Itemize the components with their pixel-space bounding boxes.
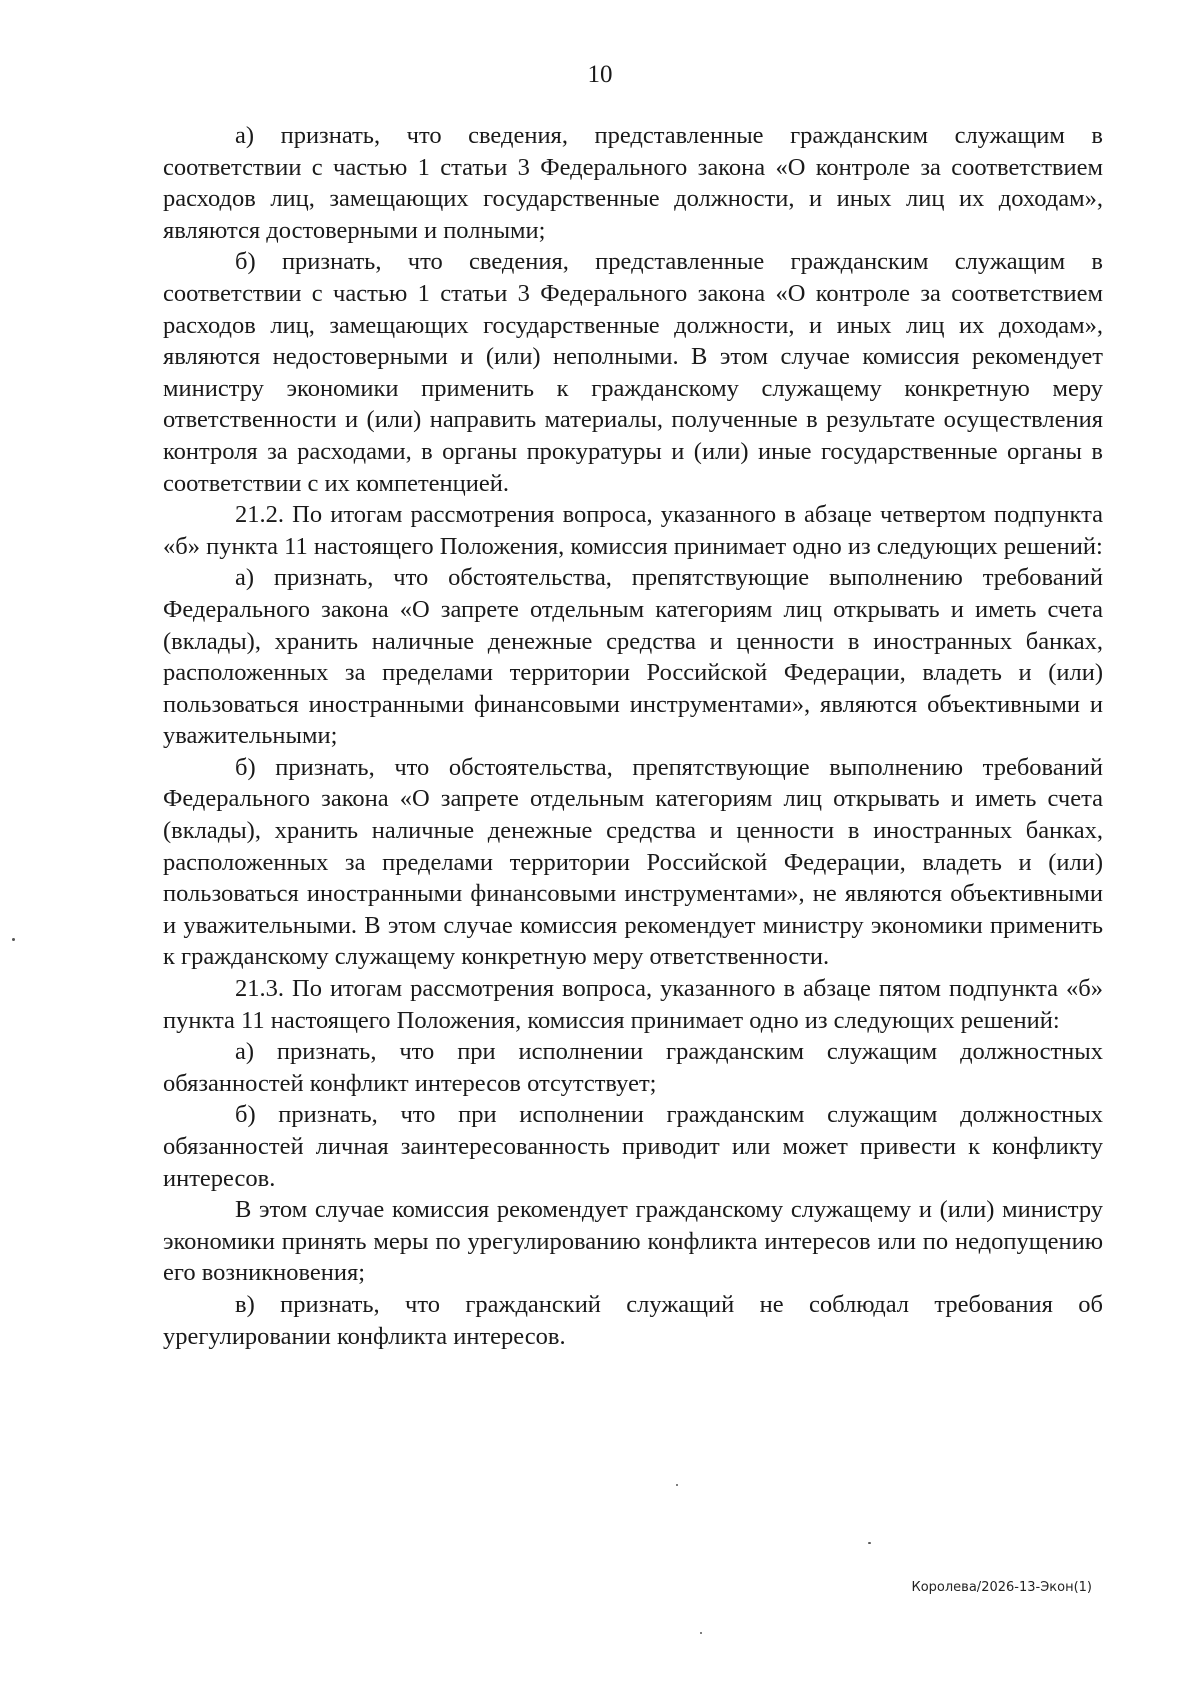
paragraph-21-2-a: а) признать, что обстоятельства, препятствующие выполнению требований Федерального закона «О запрете отдельным категориям лиц открывать и иметь счета (вклады), хранить наличные денежные средства и ценности в иностранных банках, расположенных за пределами территории Российской Федерации, владеть и (или) пользоваться иностранными финансовыми инструментами», являются объективными и уважительными; xyxy=(163,564,1103,750)
paragraph-21-3-b: б) признать, что при исполнении гражданским служащим должностных обязанностей личная заинтересованность приводит или может привести к конфликту интересов. xyxy=(163,1101,1103,1192)
paragraph-21-3-c: в) признать, что гражданский служащий не соблюдал требования об урегулировании конфликта интересов. xyxy=(163,1290,1103,1350)
document-body xyxy=(163,120,1103,1352)
paragraph-21-3-a: а) признать, что при исполнении гражданским служащим должностных обязанностей конфликт интересов отсутствует; xyxy=(163,1038,1103,1097)
scan-speck xyxy=(868,1542,871,1544)
paragraph-21-2: 21.2. По итогам рассмотрения вопроса, указанного в абзаце четвертом подпункта «б» пункта 11 настоящего Положения, комиссия принимает одно из следующих решений: xyxy=(163,501,1103,560)
page-number: 10 xyxy=(587,61,613,88)
document-footer-code: Королева/2026-13-Экон(1) xyxy=(911,1580,1092,1595)
scan-speck xyxy=(12,938,15,941)
paragraph-21-2-b: б) признать, что обстоятельства, препятствующие выполнению требований Федерального закона «О запрете отдельным категориям лиц открывать и иметь счета (вклады), хранить наличные денежные средства и ценности в иностранных банках, расположенных за пределами территории Российской Федерации, владеть и (или) пользоваться иностранными финансовыми инструментами», не являются объективными и уважительными. В этом случае комиссия рекомендует министру экономики применить к гражданскому служащему конкретную меру ответственности. xyxy=(163,753,1103,971)
scan-speck xyxy=(700,1632,702,1634)
paragraph-recommendation: В этом случае комиссия рекомендует гражданскому служащему и (или) министру экономики принять меры по урегулированию конфликта интересов или по недопущению его возникновения; xyxy=(163,1196,1103,1287)
paragraph-a-reliable: а) признать, что сведения, представленные гражданским служащим в соответствии с частью 1 статьи 3 Федерального закона «О контроле за соответствием расходов лиц, замещающих государственные должности, и иных лиц их доходам», являются достоверными и полными; xyxy=(163,122,1103,244)
paragraph-b-unreliable: б) признать, что сведения, представленные гражданским служащим в соответствии с частью 1 статьи 3 Федерального закона «О контроле за соответствием расходов лиц, замещающих государственные должности, и иных лиц их доходам», являются недостоверными и (или) неполными. В этом случае комиссия рекомендует министру экономики применить к гражданскому служащему конкретную меру ответственности и (или) направить материалы, полученные в результате осуществления контроля за расходами, в органы прокуратуры и (или) иные государственные органы в соответствии с их компетенцией. xyxy=(163,248,1103,497)
scan-speck xyxy=(676,1484,678,1486)
paragraph-21-3: 21.3. По итогам рассмотрения вопроса, указанного в абзаце пятом подпункта «б» пункта 11 настоящего Положения, комиссия принимает одно из следующих решений: xyxy=(163,975,1103,1034)
